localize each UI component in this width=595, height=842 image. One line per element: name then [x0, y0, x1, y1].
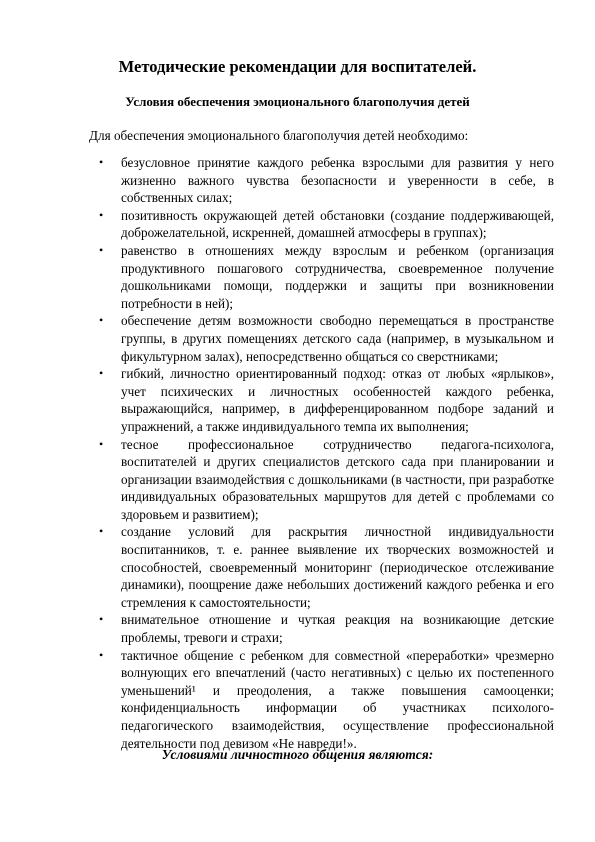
list-item-text: гибкий, личностно ориентированный подход: отказ от любых «ярлыков», учет психических и личностных особенностей каждого ребенка, выражающийся, например, в дифференцированном подборе заданий и упражнений, а также индивидуального темпа их выполнения; [121, 366, 554, 434]
bullet-icon: • [99, 155, 104, 169]
list-item-text: тесное профессиональное сотрудничество педагога-психолога, воспитателей и других специалистов детского сада при планировании и организации взаимодействия с дошкольниками (в частности, при разработке индивидуальных образовательных маршрутов для детей с проблемами со здоровьем и развитием); [121, 436, 554, 522]
section-subtitle: Условия обеспечения эмоционального благополучия детей [125, 94, 470, 109]
bullet-icon: • [99, 207, 104, 222]
bullet-icon: • [99, 242, 104, 257]
list-item [0, 207, 595, 242]
bullet-icon: • [99, 313, 104, 328]
page-title: Методические рекомендации для воспитателей. [118, 57, 477, 76]
bullet-icon: • [99, 436, 104, 451]
bullet-icon: • [99, 366, 104, 381]
list-item [0, 523, 595, 611]
list-item-text: тактичное общение с ребенком для совместной «переработки» чрезмерно волнующих его впечатлений (часто негативных) с целью их постепенного уменьшений¹ и преодоления, а также повышения самооценки; конфиденциальность информации об участниках психолого-педагогического взаимодействия, осуществление профессиональной деятельности под девизом «Не навреди!». [121, 647, 554, 751]
list-item-text: обеспечение детям возможности свободно перемещаться в пространстве группы, в других помещениях детского сада (например, в музыкальном и фикультурном залах), непосредственно общаться со сверстниками; [121, 313, 554, 364]
section-lead-in: Условиями личностного общения являются: [161, 747, 434, 762]
list-item [0, 154, 595, 207]
list-item-text: безусловное принятие каждого ребенка взрослыми для развития у него жизненно важного чувства безопасности и уверенности в себе, в собственных силах; [121, 155, 554, 206]
bullet-icon: • [99, 612, 104, 627]
list-item-text: позитивность окружающей детей обстановки (создание поддерживающей, доброжелательной, искренней, домашней атмосферы в группах); [121, 207, 554, 241]
conditions-list [0, 154, 595, 752]
list-item [0, 312, 595, 365]
list-item [0, 611, 595, 646]
list-item-text: внимательное отношение и чуткая реакция на возникающие детские проблемы, тревоги и страхи; [121, 612, 554, 646]
intro-paragraph: Для обеспечения эмоционального благополучия детей необходимо: [89, 128, 469, 143]
list-item [0, 436, 595, 524]
bullet-icon: • [99, 524, 104, 539]
list-item [0, 242, 595, 312]
list-item-text: равенство в отношениях между взрослым и ребенком (организация продуктивного пошагового сотрудничества, своевременное получение дошкольниками помощи, поддержки и защиты при возникновении потребности в ней); [121, 242, 554, 311]
list-item-text: создание условий для раскрытия личностной индивидуальности воспитанников, т. е. раннее выявление их творческих возможностей и способностей, своевременный мониторинг (периодическое отслеживание динамики), поощрение даже небольших достижений каждого ребенка и его стремления к самостоятельности; [121, 524, 554, 610]
list-item [0, 647, 595, 753]
bullet-icon: • [99, 647, 104, 662]
list-item [0, 365, 595, 435]
